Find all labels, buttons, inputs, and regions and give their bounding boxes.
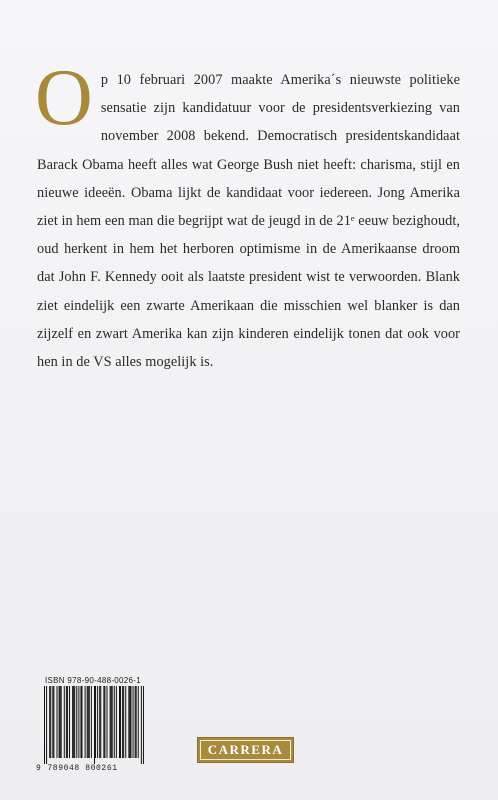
blurb-text-block (35, 54, 460, 376)
barcode-first-digit: 9 (36, 764, 42, 773)
barcode-digit-groups: 789048 800261 (47, 764, 118, 773)
barcode (36, 686, 148, 773)
drop-cap-letter: O (35, 54, 93, 142)
barcode-bars (44, 686, 144, 764)
publisher-name: CARRERA (200, 740, 291, 760)
isbn-label: ISBN 978-90-488-0026-1 (45, 676, 141, 685)
blurb-paragraph: p 10 februari 2007 maakte Amerika´s nieuwste politieke sensatie zijn kandidatuur voor de presidentsverkiezing van november 2008 bekend. Democratisch presidentskandidaat Barack Obama heeft alles wat George Bush niet heeft: charisma, stijl en nieuwe ideeën. Obama lijkt de kandidaat voor iedereen. Jong Amerika ziet in hem een man die begrijpt wat de jeugd in de 21ᵉ eeuw bezighoudt, oud herkent in hem het herboren optimisme in de Amerikaanse droom dat John F. Kennedy ooit als laatste president wist te verwoorden. Blank ziet eindelijk een zwarte Amerikaan die misschien wel blanker is dan zijzelf en zwart Amerika kan zijn kinderen eindelijk tonen dat ook voor hen in de VS alles mogelijk is. (37, 72, 460, 371)
barcode-block (36, 676, 148, 773)
publisher-logo (197, 737, 294, 763)
barcode-digits (36, 764, 118, 773)
